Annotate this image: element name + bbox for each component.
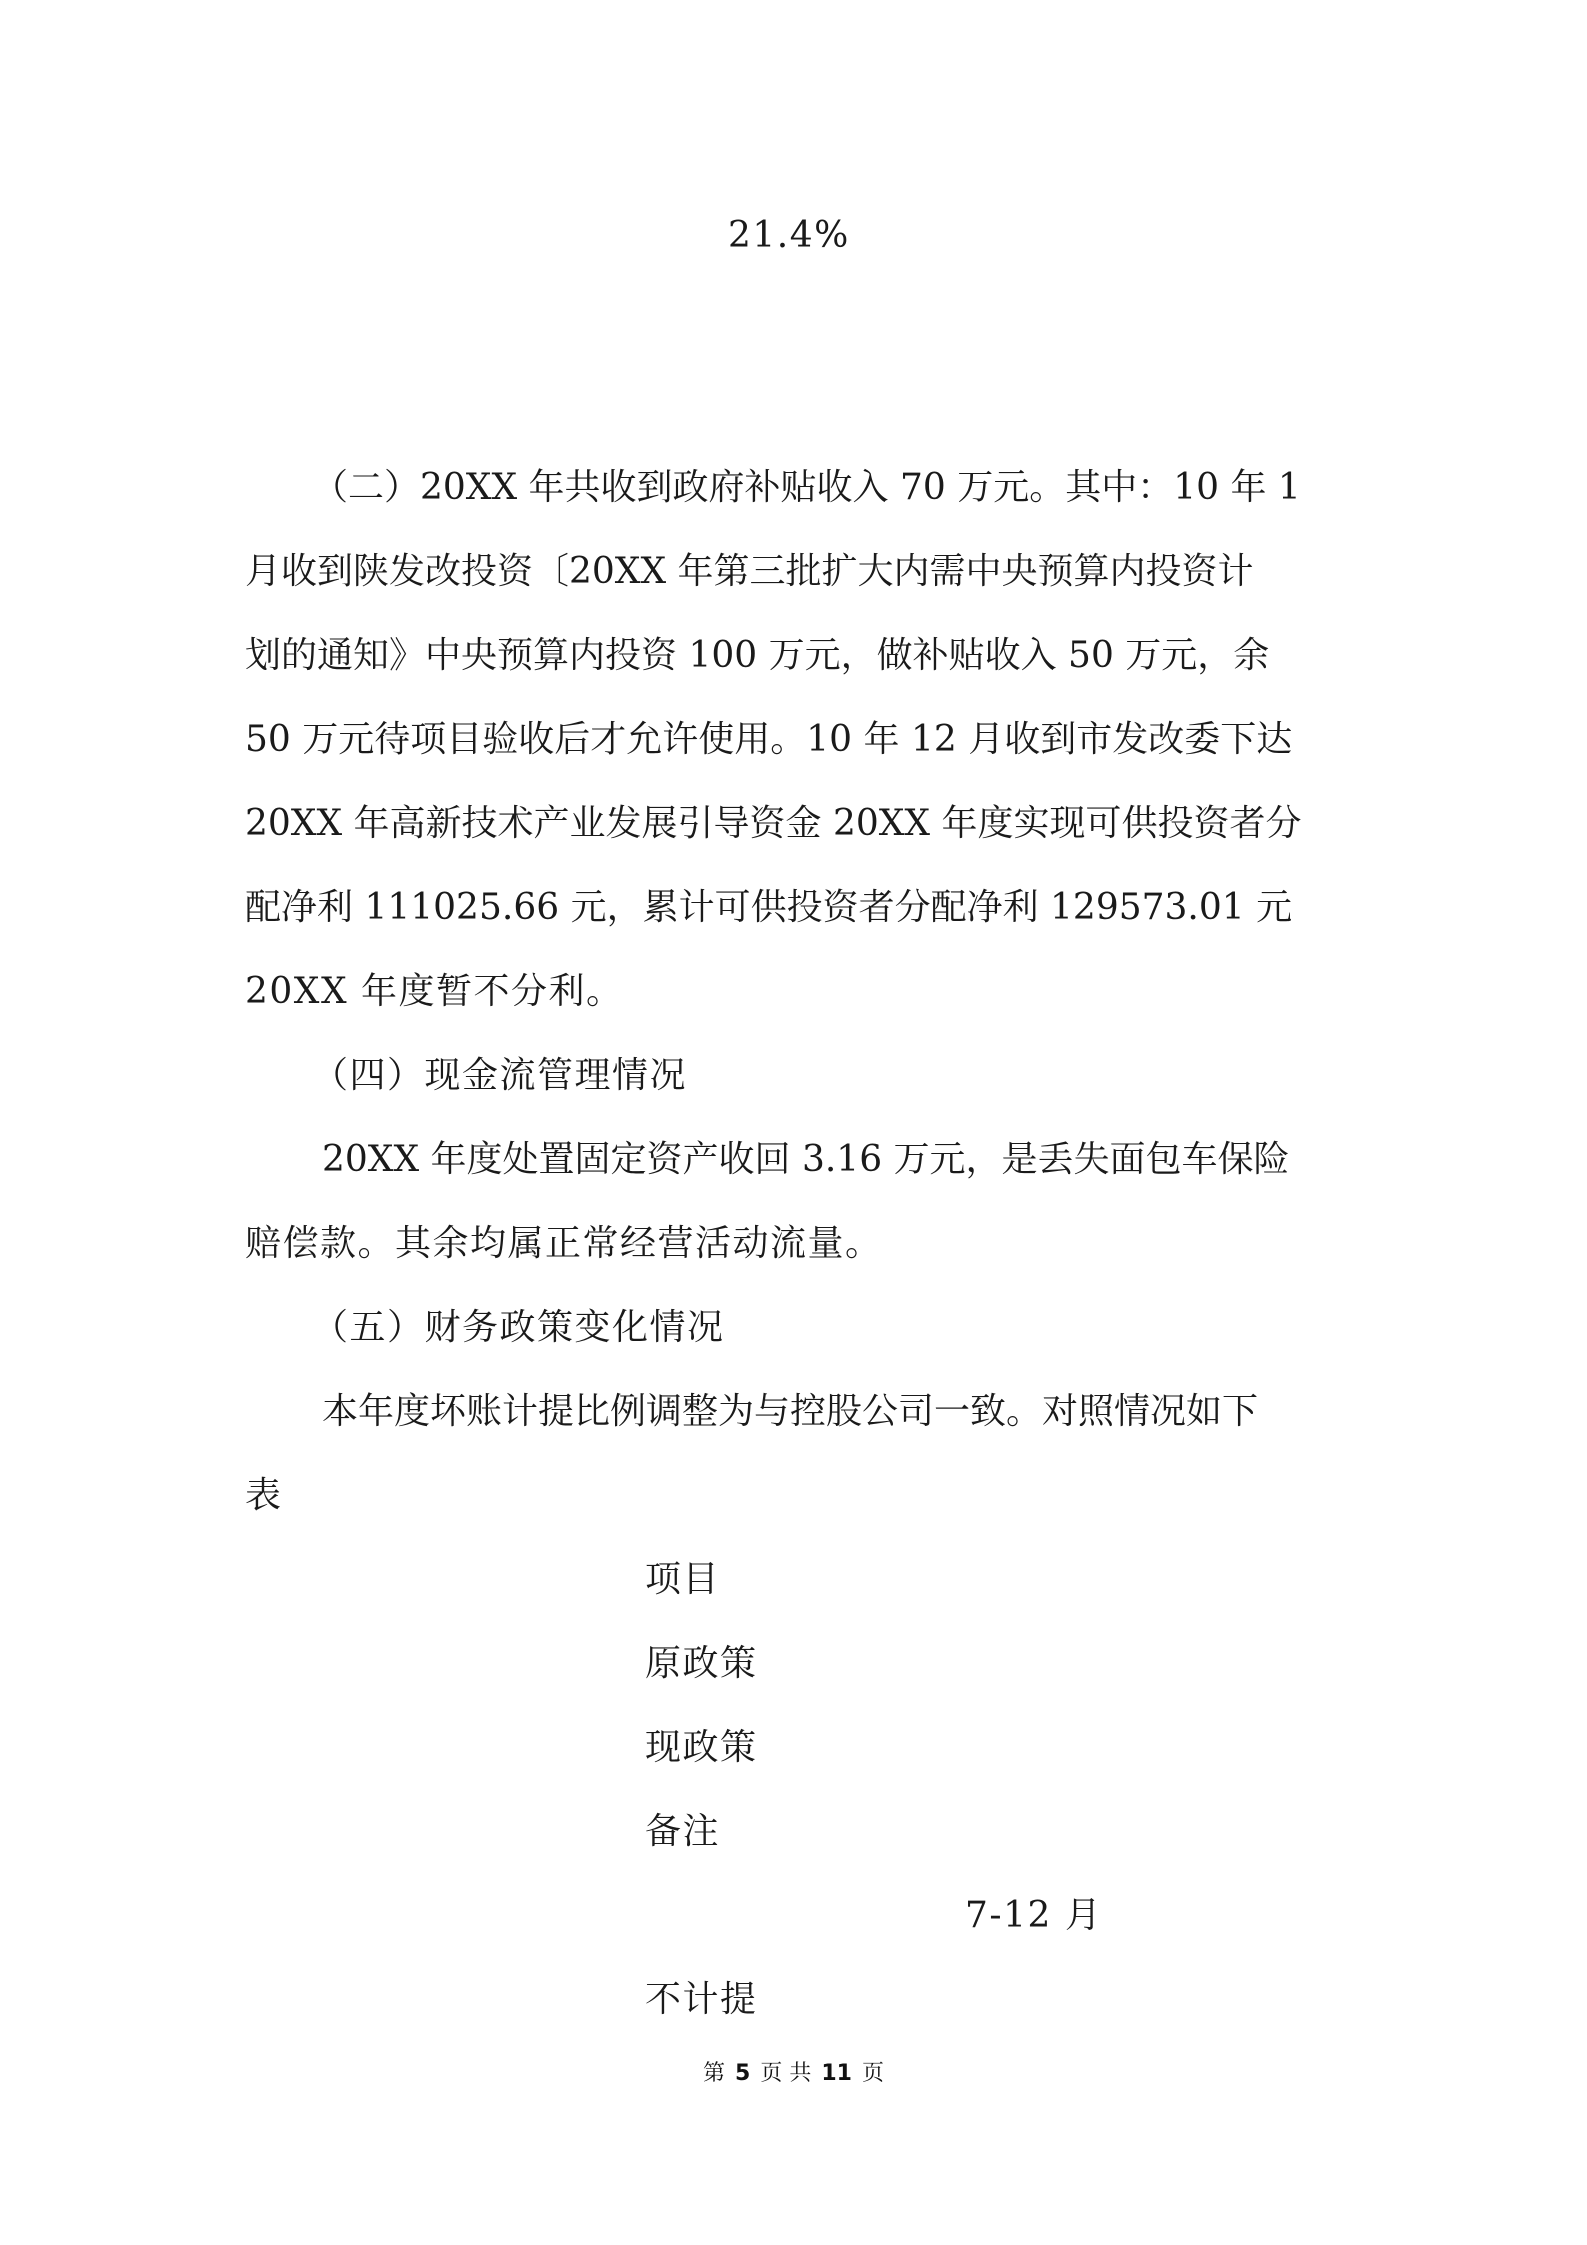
paragraph-two-line-5: 20XX 年高新技术产业发展引导资金 20XX 年度实现可供投资者分 (245, 803, 1302, 844)
paragraph-two-line-1: （二）20XX 年共收到政府补贴收入 70 万元。其中：10 年 1 (312, 467, 1301, 508)
paragraph-two-line-2: 月收到陕发改投资〔20XX 年第三批扩大内需中央预算内投资计 (245, 551, 1254, 592)
cashflow-line-1: 20XX 年度处置固定资产收回 3.16 万元，是丢失面包车保险 (322, 1139, 1290, 1180)
footer-suffix: 页 (861, 2061, 884, 2086)
table-cell-remark: 备注 (645, 1811, 721, 1852)
paragraph-two-line-7: 20XX 年度暂不分利。 (245, 971, 624, 1012)
footer-current-page: 5 (735, 2061, 751, 2086)
footer-total-pages: 11 (821, 2061, 852, 2086)
paragraph-two-line-6: 配净利 111025.66 元，累计可供投资者分配净利 129573.01 元 (245, 887, 1293, 928)
table-cell-old-policy: 原政策 (645, 1643, 758, 1684)
policy-line-1: 本年度坏账计提比例调整为与控股公司一致。对照情况如下 (322, 1391, 1259, 1432)
table-cell-period: 7-12 月 (965, 1895, 1103, 1936)
table-cell-item: 项目 (645, 1559, 721, 1600)
table-cell-no-provision: 不计提 (645, 1979, 758, 2020)
heading-four: （四）现金流管理情况 (312, 1055, 688, 1096)
footer-middle: 页 共 (760, 2061, 812, 2086)
top-percentage: 21.4% (728, 215, 850, 256)
table-cell-new-policy: 现政策 (645, 1727, 758, 1768)
paragraph-two-line-3: 划的通知》中央预算内投资 100 万元，做补贴收入 50 万元，余 (245, 635, 1270, 676)
paragraph-two-line-4: 50 万元待项目验收后才允许使用。10 年 12 月收到市发改委下达 (245, 719, 1293, 760)
policy-line-2: 表 (245, 1475, 283, 1516)
cashflow-line-2: 赔偿款。其余均属正常经营活动流量。 (245, 1223, 883, 1264)
page-footer (0, 2060, 1587, 2088)
footer-prefix: 第 (703, 2061, 726, 2086)
heading-five: （五）财务政策变化情况 (312, 1307, 725, 1348)
